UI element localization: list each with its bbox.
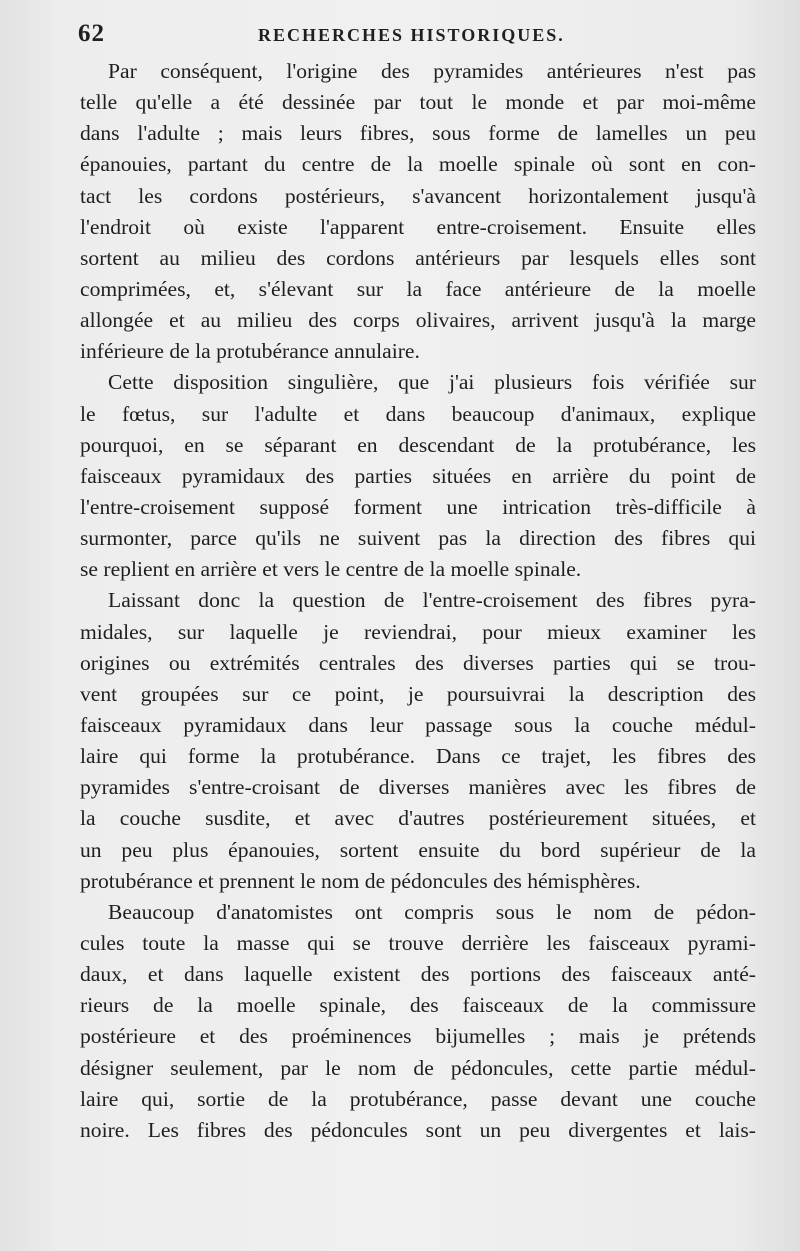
text-line: origines ou extrémités centrales des diverses parties qui se trou- bbox=[80, 650, 756, 675]
text-line: noire. Les fibres des pédoncules sont un peu divergentes et lais- bbox=[80, 1117, 756, 1142]
text-line: un peu plus épanouies, sortent ensuite du bord supérieur de la bbox=[80, 837, 756, 862]
text-line: postérieure et des proéminences bijumelles ; mais je prétends bbox=[80, 1024, 756, 1049]
text-line: Cette disposition singulière, que j'ai plusieurs fois vérifiée sur bbox=[108, 370, 756, 395]
text-line: la couche susdite, et avec d'autres postérieurement situées, et bbox=[80, 806, 756, 831]
text-line: tact les cordons postérieurs, s'avancent horizontalement jusqu'à bbox=[80, 183, 756, 208]
text-line: laire qui, sortie de la protubérance, passe devant une couche bbox=[80, 1086, 756, 1111]
text-line: dans l'adulte ; mais leurs fibres, sous forme de lamelles un peu bbox=[80, 121, 756, 146]
text-line: surmonter, parce qu'ils ne suivent pas la direction des fibres qui bbox=[80, 526, 756, 551]
text-line: telle qu'elle a été dessinée par tout le monde et par moi-même bbox=[80, 90, 756, 115]
text-line: daux, et dans laquelle existent des portions des faisceaux anté- bbox=[80, 962, 756, 987]
text-line: comprimées, et, s'élevant sur la face antérieure de la moelle bbox=[80, 276, 756, 301]
running-head: RECHERCHES HISTORIQUES. bbox=[258, 25, 565, 45]
text-line: désigner seulement, par le nom de pédoncules, cette partie médul- bbox=[80, 1055, 756, 1080]
text-line: Par conséquent, l'origine des pyramides antérieures n'est pas bbox=[108, 59, 756, 83]
text-line: allongée et au milieu des corps olivaires, arrivent jusqu'à la marge bbox=[80, 308, 756, 333]
text-line: midales, sur laquelle je reviendrai, pour mieux examiner les bbox=[80, 619, 756, 644]
text-line: sortent au milieu des cordons antérieurs par lesquels elles sont bbox=[80, 245, 756, 270]
text-line: Beaucoup d'anatomistes ont compris sous le nom de pédon- bbox=[108, 899, 756, 924]
page-number: 62 bbox=[78, 20, 105, 47]
text-line: faisceaux pyramidaux des parties situées en arrière du point de bbox=[80, 463, 756, 488]
text-line: faisceaux pyramidaux dans leur passage sous la couche médul- bbox=[80, 712, 756, 737]
text-line: épanouies, partant du centre de la moelle spinale où sont en con- bbox=[80, 152, 756, 177]
text-line: Laissant donc la question de l'entre-croisement des fibres pyra- bbox=[108, 588, 756, 613]
text-line: se replient en arrière et vers le centre de la moelle spinale. bbox=[80, 557, 582, 582]
text-line: pourquoi, en se séparant en descendant de la protubérance, les bbox=[80, 432, 756, 457]
body-text bbox=[80, 56, 756, 1146]
text-line: protubérance et prennent le nom de pédoncules des hémisphères. bbox=[80, 868, 641, 893]
text-line: l'endroit où existe l'apparent entre-croisement. Ensuite elles bbox=[80, 214, 756, 239]
text-line: l'entre-croisement supposé forment une intrication très-difficile à bbox=[80, 494, 756, 519]
text-line: laire qui forme la protubérance. Dans ce trajet, les fibres des bbox=[80, 744, 756, 769]
text-line: inférieure de la protubérance annulaire. bbox=[80, 339, 420, 364]
text-line: vent groupées sur ce point, je poursuivrai la description des bbox=[80, 681, 756, 706]
text-line: rieurs de la moelle spinale, des faisceaux de la commissure bbox=[80, 993, 756, 1018]
text-line: cules toute la masse qui se trouve derrière les faisceaux pyrami- bbox=[80, 930, 756, 955]
page-header bbox=[78, 20, 760, 54]
text-line: pyramides s'entre-croisant de diverses manières avec les fibres de bbox=[80, 775, 756, 800]
text-line: le fœtus, sur l'adulte et dans beaucoup d'animaux, explique bbox=[80, 401, 756, 426]
